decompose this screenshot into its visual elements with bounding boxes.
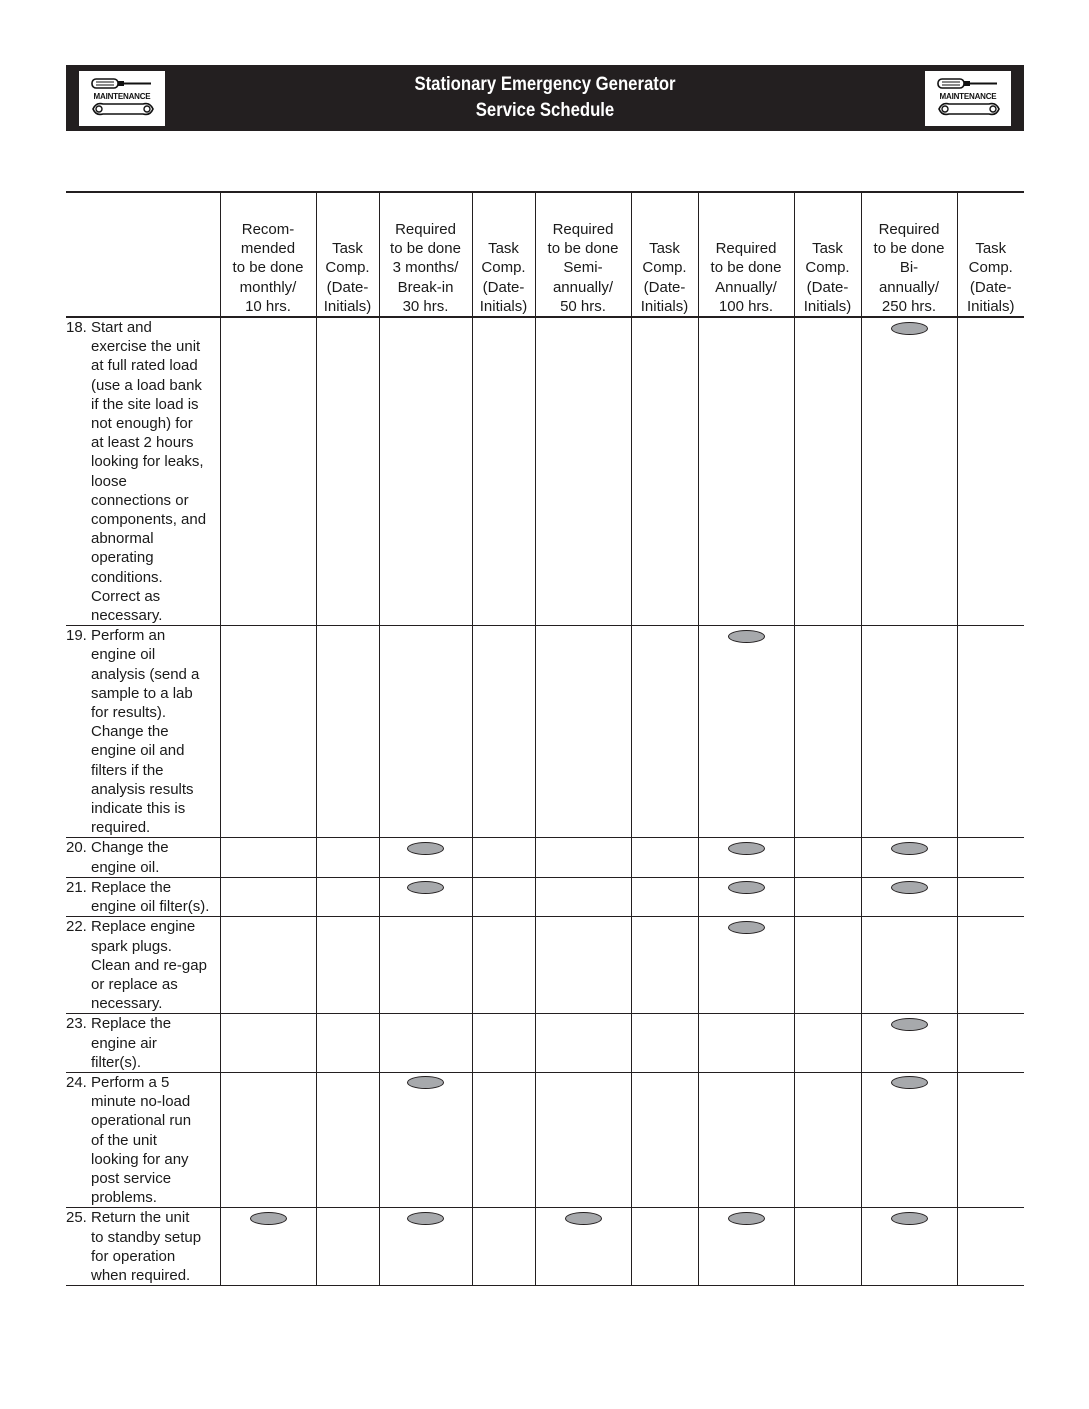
- page-title: [123, 72, 966, 124]
- task-text: Change the engine oil.: [91, 839, 169, 876]
- task-completed-entry-cell[interactable]: [794, 917, 861, 1014]
- column-header-task-comp: Task Comp. (Date- Initials): [957, 192, 1024, 317]
- table-row: [66, 1014, 1024, 1073]
- task-number: 18.: [66, 319, 87, 336]
- table-header-row: [66, 192, 1024, 317]
- required-marker-oval-icon: [407, 842, 444, 855]
- required-marker-oval-icon: [728, 630, 765, 643]
- required-interval-cell: [861, 877, 957, 916]
- required-marker-oval-icon: [891, 842, 928, 855]
- required-interval-cell: [220, 1072, 316, 1207]
- required-interval-cell: [698, 626, 794, 838]
- required-interval-cell: [220, 838, 316, 877]
- required-marker-oval-icon: [891, 1018, 928, 1031]
- task-completed-entry-cell[interactable]: [631, 1208, 698, 1286]
- task-completed-entry-cell[interactable]: [316, 1072, 379, 1207]
- required-interval-cell: [535, 317, 631, 626]
- task-completed-entry-cell[interactable]: [957, 317, 1024, 626]
- required-interval-cell: [220, 877, 316, 916]
- task-completed-entry-cell[interactable]: [472, 917, 535, 1014]
- required-interval-cell: [861, 1208, 957, 1286]
- column-header-task: [66, 192, 220, 317]
- task-text: Return the unit to standby setup for operation when required.: [91, 1209, 202, 1284]
- required-interval-cell: [220, 626, 316, 838]
- required-marker-oval-icon: [728, 842, 765, 855]
- required-interval-cell: [861, 1014, 957, 1073]
- required-marker-oval-icon: [407, 881, 444, 894]
- task-completed-entry-cell[interactable]: [472, 877, 535, 916]
- required-interval-cell: [535, 1014, 631, 1073]
- task-completed-entry-cell[interactable]: [472, 1208, 535, 1286]
- task-completed-entry-cell[interactable]: [316, 1014, 379, 1073]
- column-header-task-comp: Task Comp. (Date- Initials): [631, 192, 698, 317]
- task-completed-entry-cell[interactable]: [316, 317, 379, 626]
- task-text: Perform an engine oil analysis (send a sample to a lab for results). Change the engine oil and filters if the analysis results indicate this is required.: [91, 627, 200, 837]
- required-interval-cell: [379, 1208, 472, 1286]
- required-interval-cell: [698, 877, 794, 916]
- required-marker-oval-icon: [891, 1212, 928, 1225]
- task-completed-entry-cell[interactable]: [794, 1014, 861, 1073]
- required-interval-cell: [220, 1014, 316, 1073]
- required-interval-cell: [535, 1072, 631, 1207]
- task-completed-entry-cell[interactable]: [957, 626, 1024, 838]
- required-marker-oval-icon: [891, 322, 928, 335]
- header-banner: [66, 65, 1024, 131]
- task-completed-entry-cell[interactable]: [957, 917, 1024, 1014]
- task-description-cell: [66, 1072, 220, 1207]
- required-interval-cell: [379, 877, 472, 916]
- task-completed-entry-cell[interactable]: [472, 1014, 535, 1073]
- task-completed-entry-cell[interactable]: [794, 317, 861, 626]
- service-schedule-table: [66, 191, 1024, 1286]
- task-text: Start and exercise the unit at full rated load (use a load bank if the site load is not enough) for at least 2 hours looking for leaks, loose connections or components, and abnormal operating conditions. Correct as necessary.: [91, 319, 207, 625]
- table-row: [66, 1208, 1024, 1286]
- task-text: Replace the engine oil filter(s).: [91, 878, 210, 916]
- task-number: 20.: [66, 839, 87, 857]
- task-number: 24.: [66, 1073, 87, 1091]
- maintenance-label: MAINTENANCE: [93, 92, 151, 101]
- required-interval-cell: [698, 838, 794, 877]
- table-row: [66, 1072, 1024, 1207]
- task-completed-entry-cell[interactable]: [472, 317, 535, 626]
- task-completed-entry-cell[interactable]: [316, 626, 379, 838]
- task-completed-entry-cell[interactable]: [631, 1014, 698, 1073]
- task-completed-entry-cell[interactable]: [631, 877, 698, 916]
- required-interval-cell: [698, 1208, 794, 1286]
- task-description-cell: [66, 838, 220, 877]
- required-interval-cell: [379, 1072, 472, 1207]
- task-completed-entry-cell[interactable]: [794, 1208, 861, 1286]
- column-header-3-months: Required to be done 3 months/ Break-in 30 hrs.: [379, 192, 472, 317]
- required-marker-oval-icon: [728, 921, 765, 934]
- table-row: [66, 317, 1024, 626]
- required-marker-oval-icon: [891, 881, 928, 894]
- required-interval-cell: [698, 1014, 794, 1073]
- required-interval-cell: [220, 317, 316, 626]
- task-completed-entry-cell[interactable]: [631, 838, 698, 877]
- task-description-cell: [66, 626, 220, 838]
- task-number: 19.: [66, 627, 87, 645]
- required-marker-oval-icon: [250, 1212, 287, 1225]
- column-header-task-comp: Task Comp. (Date- Initials): [472, 192, 535, 317]
- required-interval-cell: [535, 917, 631, 1014]
- required-interval-cell: [861, 317, 957, 626]
- required-marker-oval-icon: [728, 881, 765, 894]
- task-completed-entry-cell[interactable]: [631, 917, 698, 1014]
- task-completed-entry-cell[interactable]: [631, 626, 698, 838]
- column-header-bi-annually: Required to be done Bi- annually/ 250 hrs.: [861, 192, 957, 317]
- required-interval-cell: [535, 626, 631, 838]
- task-completed-entry-cell[interactable]: [316, 1208, 379, 1286]
- task-description-cell: [66, 917, 220, 1014]
- required-marker-oval-icon: [407, 1076, 444, 1089]
- required-interval-cell: [220, 1208, 316, 1286]
- task-completed-entry-cell[interactable]: [794, 838, 861, 877]
- column-header-task-comp: Task Comp. (Date- Initials): [794, 192, 861, 317]
- required-interval-cell: [698, 317, 794, 626]
- column-header-task-comp: Task Comp. (Date- Initials): [316, 192, 379, 317]
- task-completed-entry-cell[interactable]: [957, 877, 1024, 916]
- maintenance-label: MAINTENANCE: [939, 92, 997, 101]
- required-interval-cell: [379, 626, 472, 838]
- task-completed-entry-cell[interactable]: [957, 1072, 1024, 1207]
- required-interval-cell: [861, 1072, 957, 1207]
- table-row: [66, 626, 1024, 838]
- task-number: 21.: [66, 878, 87, 896]
- required-interval-cell: [698, 1072, 794, 1207]
- column-header-annually: Required to be done Annually/ 100 hrs.: [698, 192, 794, 317]
- task-completed-entry-cell[interactable]: [316, 838, 379, 877]
- required-interval-cell: [861, 917, 957, 1014]
- task-text: Replace the engine air filter(s).: [91, 1015, 172, 1071]
- task-description-cell: [66, 1014, 220, 1073]
- table-row: [66, 877, 1024, 916]
- task-completed-entry-cell[interactable]: [957, 838, 1024, 877]
- required-interval-cell: [698, 917, 794, 1014]
- task-description-cell: [66, 877, 220, 916]
- required-interval-cell: [379, 917, 472, 1014]
- task-completed-entry-cell[interactable]: [316, 877, 379, 916]
- required-interval-cell: [861, 838, 957, 877]
- task-completed-entry-cell[interactable]: [794, 877, 861, 916]
- table-row: [66, 838, 1024, 877]
- task-completed-entry-cell[interactable]: [794, 626, 861, 838]
- task-text: Replace engine spark plugs. Clean and re-gap or replace as necessary.: [91, 918, 207, 1013]
- task-completed-entry-cell[interactable]: [631, 317, 698, 626]
- task-completed-entry-cell[interactable]: [472, 626, 535, 838]
- task-number: 25.: [66, 1209, 87, 1227]
- task-description-cell: [66, 1208, 220, 1286]
- required-interval-cell: [861, 626, 957, 838]
- task-completed-entry-cell[interactable]: [957, 1208, 1024, 1286]
- required-marker-oval-icon: [891, 1076, 928, 1089]
- column-header-semi-annually: Required to be done Semi- annually/ 50 hrs.: [535, 192, 631, 317]
- required-interval-cell: [535, 877, 631, 916]
- task-completed-entry-cell[interactable]: [631, 1072, 698, 1207]
- task-description-cell: [66, 317, 220, 626]
- required-interval-cell: [379, 317, 472, 626]
- task-text: Perform a 5 minute no-load operational run of the unit looking for any post service problems.: [91, 1073, 192, 1207]
- maintenance-badge-right: [925, 71, 1011, 126]
- task-completed-entry-cell[interactable]: [472, 838, 535, 877]
- required-marker-oval-icon: [565, 1212, 602, 1225]
- task-number: 22.: [66, 918, 87, 936]
- task-completed-entry-cell[interactable]: [794, 1072, 861, 1207]
- required-interval-cell: [535, 1208, 631, 1286]
- task-completed-entry-cell[interactable]: [472, 1072, 535, 1207]
- required-marker-oval-icon: [728, 1212, 765, 1225]
- required-interval-cell: [220, 917, 316, 1014]
- required-interval-cell: [535, 838, 631, 877]
- task-completed-entry-cell[interactable]: [957, 1014, 1024, 1073]
- title-line-1: Stationary Emergency Generator: [414, 74, 676, 95]
- title-line-2: Service Schedule: [475, 100, 615, 121]
- task-number: 23.: [66, 1015, 87, 1033]
- task-completed-entry-cell[interactable]: [316, 917, 379, 1014]
- required-marker-oval-icon: [407, 1212, 444, 1225]
- required-interval-cell: [379, 1014, 472, 1073]
- required-interval-cell: [379, 838, 472, 877]
- column-header-monthly: Recom- mended to be done monthly/ 10 hrs.: [220, 192, 316, 317]
- table-row: [66, 917, 1024, 1014]
